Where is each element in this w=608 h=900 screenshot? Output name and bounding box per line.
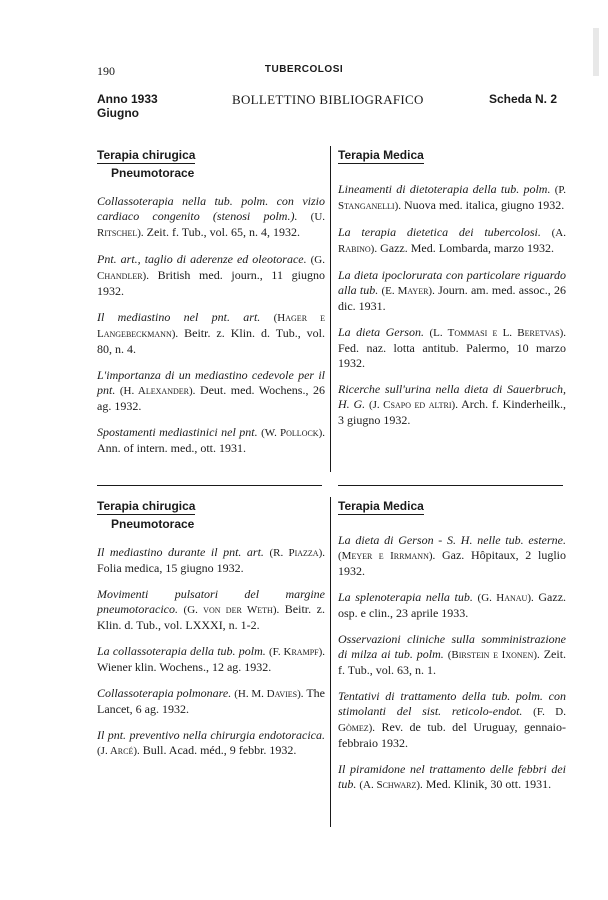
entry-source: British med. journ., 11 giugno 1932.	[97, 268, 325, 298]
entry-author: (G. Chandler).	[97, 254, 325, 282]
entry-title: Lineamenti di dietoterapia della tub. polm.	[338, 182, 551, 196]
entry-title: Spostamenti mediastinici nel pnt.	[97, 425, 258, 439]
entry-title: Pnt. art., taglio di aderenze ed oleotorace.	[97, 252, 307, 266]
entry-list	[338, 182, 566, 428]
bottom-left-column	[97, 497, 325, 770]
block-divider	[338, 485, 563, 486]
top-left-column	[97, 146, 325, 467]
entry-source: Med. Klinik, 30 ott. 1931.	[425, 777, 552, 791]
entry-title: Tentativi di trattamento della tub. polm. con stimolanti del sist. reticolo-endot.	[338, 689, 566, 718]
entry-title: Collassoterapia nella tub. polm. con vizio cardiaco congenito (stenosi polm.).	[97, 194, 325, 223]
bibliography-entry	[97, 644, 325, 675]
entry-title: La dieta di Gerson - S. H. nelle tub. esterne.	[338, 533, 566, 547]
entry-title: La splenoterapia nella tub.	[338, 590, 473, 604]
bottom-right-column	[338, 497, 566, 804]
column-divider	[330, 146, 331, 472]
entry-title: Movimenti pulsatori del margine pneumotoracico.	[97, 587, 325, 616]
entry-title: La collassoterapia della tub. polm.	[97, 644, 266, 658]
entry-source: Bull. Acad. méd., 9 febbr. 1932.	[142, 743, 297, 757]
year: Anno 1933	[97, 92, 158, 106]
section-heading: Terapia Medica	[338, 148, 424, 162]
bibliography-entry	[338, 533, 566, 579]
bibliography-entry	[97, 252, 325, 299]
entry-author: (F. D. Gòmez).	[338, 706, 567, 734]
entry-author: (J. Arcé).	[97, 745, 140, 757]
entry-source: Rev. de tub. del Uruguay, gennaio-febbraio 1932.	[338, 720, 566, 750]
bibliography-entry	[97, 194, 325, 241]
entry-title: L'importanza di un mediastino cedevole per il pnt.	[97, 368, 325, 397]
bibliography-entry	[338, 268, 566, 314]
entry-title: Il piramidone nel trattamento delle febbri dei tub.	[338, 762, 566, 791]
entry-source: Zeit. f. Tub., vol. 65, n. 4, 1932.	[146, 225, 300, 239]
bibliography-entry	[338, 225, 566, 257]
bibliography-entry	[97, 728, 325, 759]
entry-source: Zeit. f. Tub., vol. 63, n. 1.	[338, 647, 567, 677]
entry-author: (E. Mayer).	[381, 285, 435, 297]
entry-author: (H. M. Davies).	[234, 688, 304, 700]
entry-author: (Meyer e Irrmann).	[338, 550, 436, 562]
entry-author: (G. von der Weth).	[183, 604, 280, 616]
bibliography-entry	[97, 425, 325, 456]
entry-source: Gaz. Hôpitaux, 2 luglio 1932.	[338, 548, 566, 578]
entry-author: (Hager e Langebeckmann).	[97, 312, 325, 340]
entry-source: Beitr. z. Klin. d. Tub., vol. LXXXI, n. 1-2.	[97, 602, 325, 632]
entry-author: (P. Stanganelli).	[338, 184, 566, 212]
bibliography-entry	[97, 368, 325, 414]
bulletin-title: BOLLETTINO BIBLIOGRAFICO	[232, 92, 424, 107]
running-head: TUBERCOLOSI	[264, 64, 344, 75]
section-heading: Terapia chirugica	[97, 148, 196, 162]
section-heading: Terapia chirugica	[97, 499, 196, 513]
bibliography-entry	[97, 310, 325, 357]
year-month	[97, 92, 158, 120]
bibliography-entry	[97, 545, 325, 576]
entry-title: Collassoterapia polmonare.	[97, 686, 232, 700]
entry-title: La terapia dietetica dei tubercolosi.	[338, 225, 541, 239]
entry-author: (U. Ritschel).	[97, 211, 326, 239]
entry-list	[338, 533, 566, 793]
entry-author: (H. Alexander).	[119, 385, 196, 397]
section-heading: Terapia Medica	[338, 499, 424, 513]
entry-title: Osservazioni cliniche sulla somministrazione di milza ai tub. polm.	[338, 632, 566, 661]
entry-author: (F. Krampf).	[268, 646, 326, 658]
column-divider	[330, 497, 331, 827]
bibliography-entry	[338, 182, 566, 214]
bibliography-entry	[338, 590, 566, 621]
section-subheading: Pneumotorace	[111, 517, 195, 531]
sheet-number: Scheda N. 2	[489, 92, 558, 106]
bibliography-entry	[97, 686, 325, 717]
entry-list	[97, 545, 325, 759]
entry-author: (A. Schwarz).	[359, 779, 423, 791]
month: Giugno	[97, 106, 139, 120]
entry-title: La dieta ipoclorurata con particolare riguardo alla tub.	[338, 268, 566, 297]
entry-source: Journ. am. med. assoc., 26 dic. 1931.	[338, 283, 566, 313]
entry-title: La dieta Gerson.	[338, 325, 424, 339]
entry-author: (J. Csapo ed altri).	[368, 399, 458, 411]
entry-author: (W. Pollock).	[261, 427, 326, 439]
entry-source: Wiener klin. Wochens., 12 ag. 1932.	[97, 660, 272, 674]
entry-title: Ricerche sull'urina nella dieta di Sauerbruch, H. G.	[338, 382, 566, 411]
page-number: 190	[97, 64, 115, 78]
entry-source: Gazz. Med. Lombarda, marzo 1932.	[380, 241, 555, 255]
entry-author: (R. Piazza).	[269, 547, 325, 559]
entry-title: Il mediastino durante il pnt. art.	[97, 545, 264, 559]
entry-source: The Lancet, 6 ag. 1932.	[97, 686, 325, 716]
entry-title: Il pnt. preventivo nella chirurgia endotoracica.	[97, 728, 325, 742]
bibliography-entry	[338, 689, 566, 751]
entry-source: Gazz. osp. e clin., 23 aprile 1933.	[338, 590, 567, 620]
entry-source: Folia medica, 15 giugno 1932.	[97, 561, 244, 575]
entry-author: (L. Tommasi e L. Beretvas).	[429, 327, 567, 339]
bibliography-entry	[338, 632, 566, 678]
entry-author: (A. Rabino).	[338, 227, 566, 255]
entry-title: Il mediastino nel pnt. art.	[97, 310, 261, 324]
bibliography-entry	[338, 382, 566, 428]
block-divider	[97, 485, 322, 486]
entry-source: Ann. of intern. med., ott. 1931.	[97, 441, 246, 455]
section-subheading: Pneumotorace	[111, 166, 195, 180]
entry-source: Nuova med. italica, giugno 1932.	[404, 198, 565, 212]
bibliography-entry	[338, 762, 566, 793]
entry-source: Fed. naz. lotta antitub. Palermo, 10 marzo 1932.	[338, 341, 566, 370]
entry-source: Deut. med. Wochens., 26 ag. 1932.	[97, 383, 326, 413]
entry-author: (Birstein e Ixonen).	[447, 649, 540, 661]
bibliography-entry	[338, 325, 566, 371]
entry-source: Arch. f. Kinderheilk., 3 giugno 1932.	[338, 397, 566, 427]
entry-list	[97, 194, 325, 456]
top-right-column	[338, 146, 566, 439]
entry-author: (G. Hanau).	[477, 592, 534, 604]
bibliography-entry	[97, 587, 325, 633]
entry-source: Beitr. z. Klin. d. Tub., vol. 80, n. 4.	[97, 326, 325, 356]
